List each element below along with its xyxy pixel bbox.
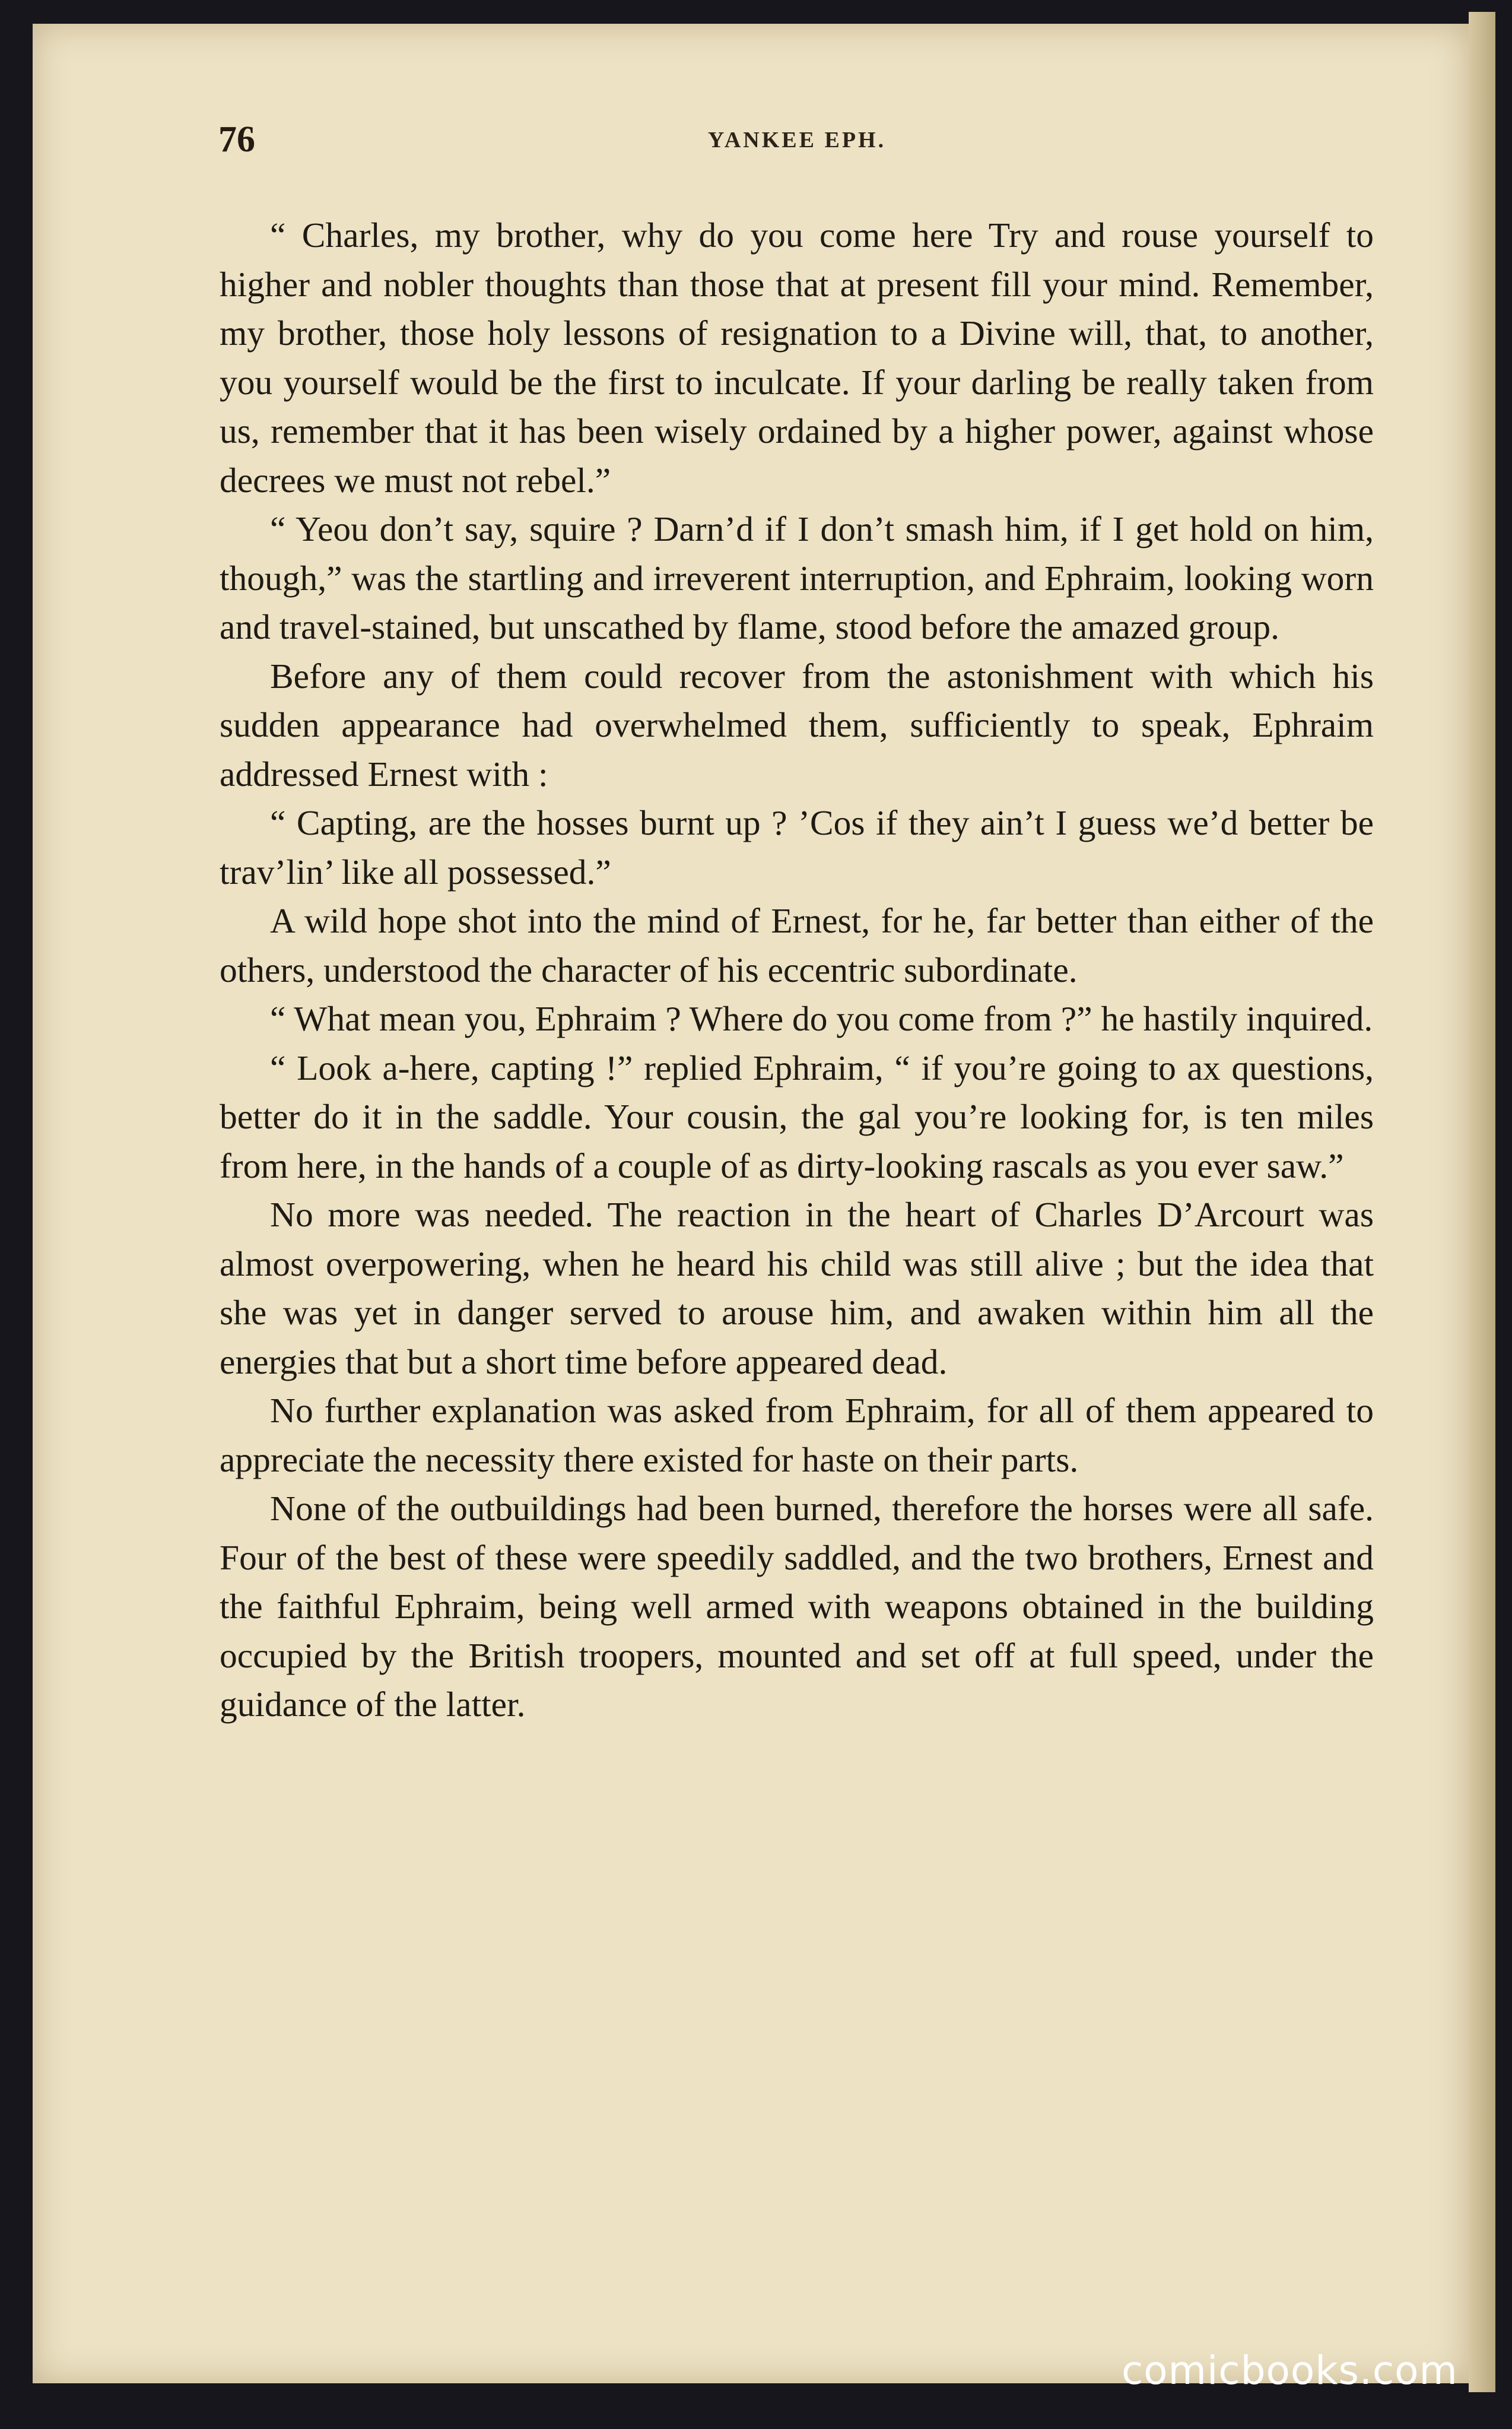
paragraph: “ Yeou don’t say, squire ? Darn’d if I don’t smash him, if I get hold on him, though,” was the startling and irreverent interruption, and Ephraim, looking worn and travel-stained, but unscathed by flame, stood before the amazed group. bbox=[220, 509, 1374, 646]
paragraph: No further explanation was asked from Ephraim, for all of them appeared to appreciate the necessity there existed for haste on their parts. bbox=[220, 1391, 1374, 1479]
paragraph: No more was needed. The reaction in the heart of Charles D’Arcourt was almost overpowering, when he heard his child was still alive ; but the idea that she was yet in danger served to arouse him, and awaken within him all the energies that but a short time before appeared dead. bbox=[220, 1195, 1374, 1381]
page-edge bbox=[1469, 12, 1495, 2392]
watermark: comicbooks.com bbox=[1122, 2348, 1458, 2393]
running-head: YANKEE EPH. bbox=[707, 128, 887, 153]
text-body bbox=[220, 211, 1374, 1729]
paragraph: None of the outbuildings had been burned, therefore the horses were all safe. Four of the best of these were speedily saddled, and the two brothers, Ernest and the faithful Ephraim, being well armed with weapons obtained in the building occupied by the British troopers, mounted and set off at full speed, under the guidance of the latter. bbox=[220, 1489, 1374, 1724]
paragraph: “ Charles, my brother, why do you come here Try and rouse yourself to higher and nobler thoughts than those that at present fill your mind. Remember, my brother, those holy lessons of resignation to a Divine will, that, to another, you yourself would be the first to inculcate. If your darling be really taken from us, remember that it has been wisely ordained by a higher power, against whose decrees we must not rebel.” bbox=[220, 215, 1374, 500]
page-number: 76 bbox=[218, 119, 255, 160]
paragraph: “ Capting, are the hosses burnt up ? ’Cos if they ain’t I guess we’d better be trav’lin’ like all possessed.” bbox=[220, 803, 1374, 892]
paragraph: A wild hope shot into the mind of Ernest, for he, far better than either of the others, understood the character of his eccentric subordinate. bbox=[220, 901, 1374, 990]
page-header bbox=[218, 119, 1376, 160]
paragraph: “ What mean you, Ephraim ? Where do you come from ?” he hastily inquired. bbox=[270, 999, 1373, 1038]
paragraph: “ Look a-here, capting !” replied Ephraim, “ if you’re going to ax questions, better do it in the saddle. Your cousin, the gal you’re looking for, is ten miles from here, in the hands of a couple of as dirty-looking rascals as you ever saw.” bbox=[220, 1048, 1374, 1185]
paragraph: Before any of them could recover from the astonishment with which his sudden appearance had overwhelmed them, sufficiently to speak, Ephraim addressed Ernest with : bbox=[220, 656, 1374, 794]
